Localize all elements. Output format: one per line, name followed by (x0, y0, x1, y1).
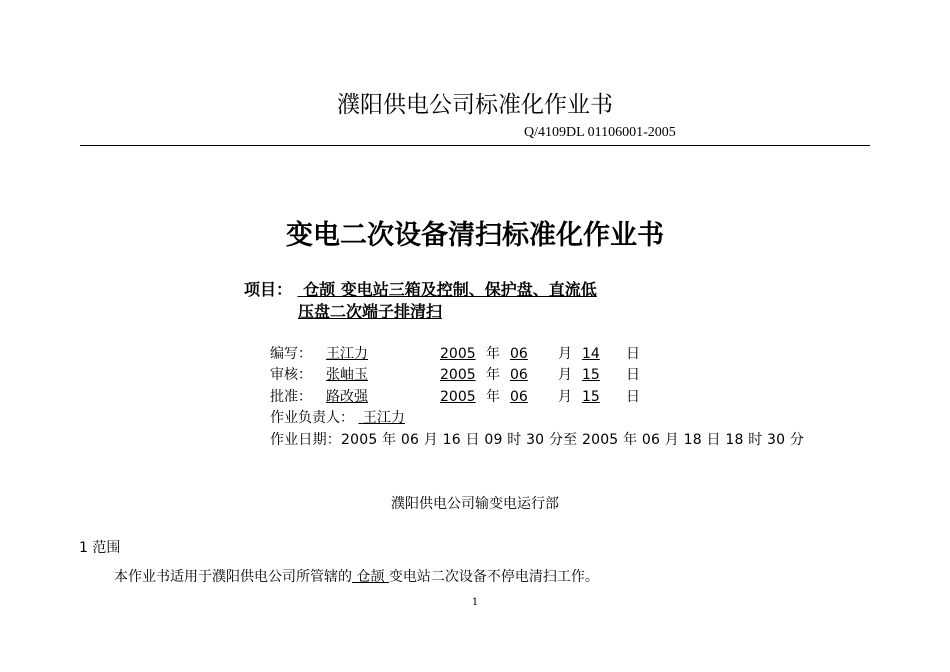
project-description: 变电站三箱及控制、保护盘、直流低 (340, 280, 597, 299)
author-name: 王江力 (326, 346, 368, 362)
author-day: 14 (582, 346, 600, 362)
leader-label: 作业负责人： (270, 410, 354, 426)
page-number: 1 (471, 597, 479, 608)
month-unit: 月 (558, 389, 572, 405)
section-body-scope (114, 566, 599, 586)
leader-name: 王江力 (362, 410, 405, 426)
scope-station: 仓颉 (356, 569, 385, 585)
header-divider (80, 145, 870, 146)
signoff-row-author (270, 343, 644, 363)
project-line-2: 压盘二次端子排清扫 (298, 302, 443, 321)
project-label: 项目： (244, 280, 293, 299)
author-label: 编写： (270, 346, 312, 362)
signoff-row-approver (270, 386, 644, 406)
author-year: 2005 (440, 346, 476, 362)
approver-day: 15 (582, 389, 600, 405)
month-unit: 月 (558, 367, 572, 383)
company-header-title: 濮阳供电公司标准化作业书 (337, 92, 613, 118)
document-title: 变电二次设备清扫标准化作业书 (286, 220, 664, 251)
signoff-row-reviewer (270, 364, 644, 384)
day-unit: 日 (626, 389, 640, 405)
project-line-1 (244, 277, 597, 300)
reviewer-label: 审核： (270, 367, 312, 383)
year-unit: 年 (486, 346, 500, 362)
leader-name-field (358, 410, 404, 426)
scope-text-before: 本作业书适用于濮阳供电公司所管辖的 (114, 569, 352, 585)
approver-label: 批准： (270, 389, 312, 405)
project-station: 仓颉 (303, 280, 336, 299)
day-unit: 日 (626, 367, 640, 383)
signoff-row-leader (270, 407, 405, 427)
year-unit: 年 (486, 367, 500, 383)
section-heading-scope: 1 范围 (79, 540, 121, 556)
approver-month: 06 (510, 389, 528, 405)
document-code: Q/4109DL 01106001-2005 (524, 125, 676, 140)
reviewer-year: 2005 (440, 367, 476, 383)
reviewer-name: 张岫玉 (326, 367, 368, 383)
scope-station-field (352, 569, 389, 585)
work-date-row: 作业日期：2005 年 06 月 16 日 09 时 30 分至 2005 年 06 月 18 日 18 时 30 分 (270, 432, 805, 448)
month-unit: 月 (558, 346, 572, 362)
scope-text-after: 变电站二次设备不停电清扫工作。 (388, 569, 599, 585)
reviewer-month: 06 (510, 367, 528, 383)
project-text-1 (298, 280, 597, 299)
day-unit: 日 (626, 346, 640, 362)
reviewer-day: 15 (582, 367, 600, 383)
year-unit: 年 (486, 389, 500, 405)
author-month: 06 (510, 346, 528, 362)
approver-name: 路改强 (326, 389, 368, 405)
approver-year: 2005 (440, 389, 476, 405)
department-name: 濮阳供电公司输变电运行部 (391, 496, 559, 512)
